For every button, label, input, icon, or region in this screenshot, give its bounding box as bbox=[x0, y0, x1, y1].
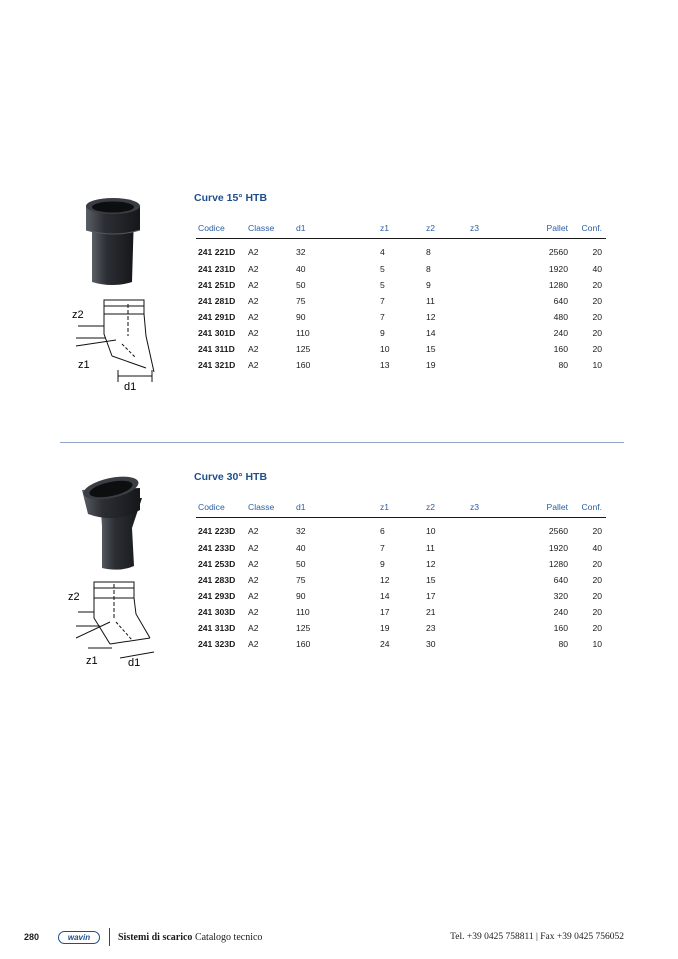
col-header-z3: z3 bbox=[468, 497, 530, 518]
wavin-logo: wavin bbox=[58, 931, 100, 944]
cell-pallet: 240 bbox=[553, 328, 568, 338]
col-header-conf: Conf. bbox=[572, 497, 606, 518]
cell-z2: 8 bbox=[426, 264, 431, 274]
cell-classe: A2 bbox=[248, 247, 259, 257]
cell-z1: 12 bbox=[380, 575, 390, 585]
cell-classe: A2 bbox=[248, 296, 259, 306]
page-number: 280 bbox=[24, 932, 40, 942]
contact-info: Tel. +39 0425 758811 | Fax +39 0425 756052 bbox=[450, 932, 624, 942]
pipe-bend-30-photo bbox=[76, 476, 152, 572]
cell-classe: A2 bbox=[248, 328, 259, 338]
cell-z1: 19 bbox=[380, 623, 390, 633]
cell-conf: 20 bbox=[592, 328, 602, 338]
cell-z2: 12 bbox=[426, 312, 436, 322]
cell-classe: A2 bbox=[248, 280, 259, 290]
cell-conf: 20 bbox=[592, 312, 602, 322]
footer-divider bbox=[109, 928, 110, 946]
cell-z1: 7 bbox=[380, 312, 385, 322]
cell-z3 bbox=[468, 341, 530, 357]
table-row bbox=[196, 620, 606, 636]
cell-d1: 160 bbox=[296, 639, 311, 649]
cell-z3 bbox=[468, 556, 530, 572]
cell-d1: 90 bbox=[296, 591, 306, 601]
spec-table-30 bbox=[196, 497, 606, 652]
cell-z2: 30 bbox=[426, 639, 436, 649]
table-row bbox=[196, 341, 606, 357]
cell-pallet: 1920 bbox=[548, 264, 568, 274]
cell-classe: A2 bbox=[248, 639, 259, 649]
cell-d1: 125 bbox=[296, 623, 311, 633]
cell-z1: 9 bbox=[380, 559, 385, 569]
cell-z3 bbox=[468, 277, 530, 293]
cell-pallet: 1280 bbox=[548, 280, 568, 290]
cell-conf: 10 bbox=[592, 360, 602, 370]
cell-classe: A2 bbox=[248, 312, 259, 322]
cell-conf: 40 bbox=[592, 264, 602, 274]
table-row bbox=[196, 556, 606, 572]
dimension-diagram-15 bbox=[66, 296, 166, 392]
cell-z2: 23 bbox=[426, 623, 436, 633]
cell-z2: 11 bbox=[426, 296, 435, 306]
cell-codice: 241 283D bbox=[198, 575, 236, 585]
z1-label: z1 bbox=[78, 359, 90, 371]
table-row bbox=[196, 325, 606, 341]
cell-z1: 10 bbox=[380, 344, 390, 354]
table-row bbox=[196, 540, 606, 556]
table-row bbox=[196, 518, 606, 541]
cell-z3 bbox=[468, 636, 530, 652]
section-title: Curve 30° HTB bbox=[194, 471, 268, 483]
cell-d1: 32 bbox=[296, 526, 306, 536]
col-header-pallet: Pallet bbox=[530, 497, 572, 518]
cell-d1: 50 bbox=[296, 559, 306, 569]
cell-conf: 10 bbox=[592, 639, 602, 649]
z2-label: z2 bbox=[72, 309, 84, 321]
cell-d1: 40 bbox=[296, 543, 306, 553]
z1-label: z1 bbox=[86, 655, 98, 667]
cell-z3 bbox=[468, 604, 530, 620]
cell-classe: A2 bbox=[248, 575, 259, 585]
section-divider bbox=[60, 442, 624, 443]
cell-d1: 50 bbox=[296, 280, 306, 290]
cell-pallet: 2560 bbox=[548, 526, 568, 536]
cell-pallet: 80 bbox=[558, 639, 568, 649]
page-footer bbox=[0, 928, 678, 948]
col-header-d1: d1 bbox=[294, 497, 378, 518]
cell-codice: 241 281D bbox=[198, 296, 236, 306]
table-row bbox=[196, 357, 606, 373]
cell-z3 bbox=[468, 293, 530, 309]
cell-z2: 21 bbox=[426, 607, 436, 617]
cell-z1: 4 bbox=[380, 247, 385, 257]
cell-z1: 24 bbox=[380, 639, 390, 649]
cell-d1: 125 bbox=[296, 344, 311, 354]
cell-pallet: 640 bbox=[553, 296, 568, 306]
cell-z2: 19 bbox=[426, 360, 436, 370]
cell-z2: 8 bbox=[426, 247, 431, 257]
cell-z1: 14 bbox=[380, 591, 390, 601]
cell-z2: 15 bbox=[426, 344, 436, 354]
cell-codice: 241 233D bbox=[198, 543, 236, 553]
cell-z1: 5 bbox=[380, 280, 385, 290]
cell-z3 bbox=[468, 325, 530, 341]
col-header-d1: d1 bbox=[294, 218, 378, 239]
table-row bbox=[196, 636, 606, 652]
catalog-title-rest: Catalogo tecnico bbox=[192, 932, 263, 943]
col-header-codice: Codice bbox=[196, 497, 246, 518]
catalog-title-bold: Sistemi di scarico bbox=[118, 932, 193, 943]
cell-z1: 7 bbox=[380, 296, 385, 306]
spec-table-15 bbox=[196, 218, 606, 373]
cell-classe: A2 bbox=[248, 344, 259, 354]
cell-z1: 6 bbox=[380, 526, 385, 536]
col-header-z2: z2 bbox=[424, 218, 468, 239]
cell-codice: 241 313D bbox=[198, 623, 236, 633]
cell-z3 bbox=[468, 357, 530, 373]
cell-z3 bbox=[468, 309, 530, 325]
cell-d1: 40 bbox=[296, 264, 306, 274]
cell-conf: 20 bbox=[592, 591, 602, 601]
cell-conf: 20 bbox=[592, 559, 602, 569]
cell-d1: 160 bbox=[296, 360, 311, 370]
cell-classe: A2 bbox=[248, 526, 259, 536]
cell-conf: 20 bbox=[592, 296, 602, 306]
cell-z2: 14 bbox=[426, 328, 436, 338]
cell-codice: 241 291D bbox=[198, 312, 236, 322]
cell-d1: 75 bbox=[296, 575, 306, 585]
cell-pallet: 640 bbox=[553, 575, 568, 585]
cell-codice: 241 293D bbox=[198, 591, 236, 601]
cell-z1: 7 bbox=[380, 543, 385, 553]
table-row bbox=[196, 261, 606, 277]
col-header-classe: Classe bbox=[246, 218, 294, 239]
cell-z2: 17 bbox=[426, 591, 436, 601]
col-header-conf: Conf. bbox=[572, 218, 606, 239]
cell-codice: 241 231D bbox=[198, 264, 236, 274]
cell-z1: 13 bbox=[380, 360, 390, 370]
table-row bbox=[196, 309, 606, 325]
cell-pallet: 240 bbox=[553, 607, 568, 617]
cell-z2: 15 bbox=[426, 575, 436, 585]
cell-z3 bbox=[468, 540, 530, 556]
cell-conf: 20 bbox=[592, 247, 602, 257]
cell-d1: 90 bbox=[296, 312, 306, 322]
cell-codice: 241 303D bbox=[198, 607, 236, 617]
col-header-classe: Classe bbox=[246, 497, 294, 518]
cell-pallet: 1920 bbox=[548, 543, 568, 553]
d1-label: d1 bbox=[128, 657, 141, 669]
cell-z3 bbox=[468, 572, 530, 588]
cell-conf: 20 bbox=[592, 575, 602, 585]
cell-pallet: 80 bbox=[558, 360, 568, 370]
z2-label: z2 bbox=[68, 591, 80, 603]
cell-classe: A2 bbox=[248, 623, 259, 633]
cell-classe: A2 bbox=[248, 543, 259, 553]
cell-z3 bbox=[468, 620, 530, 636]
cell-z2: 9 bbox=[426, 280, 431, 290]
col-header-z2: z2 bbox=[424, 497, 468, 518]
cell-codice: 241 251D bbox=[198, 280, 236, 290]
cell-pallet: 480 bbox=[553, 312, 568, 322]
table-row bbox=[196, 239, 606, 262]
cell-classe: A2 bbox=[248, 360, 259, 370]
cell-conf: 20 bbox=[592, 607, 602, 617]
cell-d1: 110 bbox=[296, 328, 310, 338]
cell-codice: 241 221D bbox=[198, 247, 236, 257]
cell-conf: 20 bbox=[592, 526, 602, 536]
cell-codice: 241 323D bbox=[198, 639, 236, 649]
dimension-diagram-30 bbox=[66, 578, 166, 674]
cell-pallet: 160 bbox=[553, 623, 568, 633]
cell-z3 bbox=[468, 518, 530, 541]
cell-pallet: 1280 bbox=[548, 559, 568, 569]
table-row bbox=[196, 293, 606, 309]
cell-d1: 75 bbox=[296, 296, 306, 306]
cell-z1: 5 bbox=[380, 264, 385, 274]
cell-codice: 241 311D bbox=[198, 344, 235, 354]
cell-pallet: 2560 bbox=[548, 247, 568, 257]
catalog-title bbox=[118, 932, 262, 943]
table-row bbox=[196, 277, 606, 293]
cell-classe: A2 bbox=[248, 264, 259, 274]
pipe-bend-15-photo bbox=[78, 196, 150, 288]
cell-z1: 17 bbox=[380, 607, 390, 617]
col-header-z1: z1 bbox=[378, 497, 424, 518]
cell-classe: A2 bbox=[248, 591, 259, 601]
cell-codice: 241 223D bbox=[198, 526, 236, 536]
table-row bbox=[196, 604, 606, 620]
table-row bbox=[196, 588, 606, 604]
cell-conf: 20 bbox=[592, 344, 602, 354]
cell-z2: 11 bbox=[426, 543, 435, 553]
cell-conf: 20 bbox=[592, 280, 602, 290]
cell-d1: 32 bbox=[296, 247, 306, 257]
cell-classe: A2 bbox=[248, 559, 259, 569]
table-header-row bbox=[196, 218, 606, 239]
table-row bbox=[196, 572, 606, 588]
col-header-pallet: Pallet bbox=[530, 218, 572, 239]
cell-codice: 241 301D bbox=[198, 328, 236, 338]
cell-z2: 12 bbox=[426, 559, 436, 569]
cell-codice: 241 321D bbox=[198, 360, 236, 370]
cell-pallet: 160 bbox=[553, 344, 568, 354]
col-header-z1: z1 bbox=[378, 218, 424, 239]
cell-pallet: 320 bbox=[553, 591, 568, 601]
section-title: Curve 15° HTB bbox=[194, 192, 268, 204]
cell-z3 bbox=[468, 588, 530, 604]
cell-conf: 40 bbox=[592, 543, 602, 553]
cell-d1: 110 bbox=[296, 607, 310, 617]
cell-codice: 241 253D bbox=[198, 559, 236, 569]
cell-conf: 20 bbox=[592, 623, 602, 633]
cell-classe: A2 bbox=[248, 607, 259, 617]
cell-z2: 10 bbox=[426, 526, 436, 536]
cell-z3 bbox=[468, 261, 530, 277]
col-header-codice: Codice bbox=[196, 218, 246, 239]
table-header-row bbox=[196, 497, 606, 518]
d1-label: d1 bbox=[124, 381, 137, 392]
cell-z3 bbox=[468, 239, 530, 262]
cell-z1: 9 bbox=[380, 328, 385, 338]
col-header-z3: z3 bbox=[468, 218, 530, 239]
